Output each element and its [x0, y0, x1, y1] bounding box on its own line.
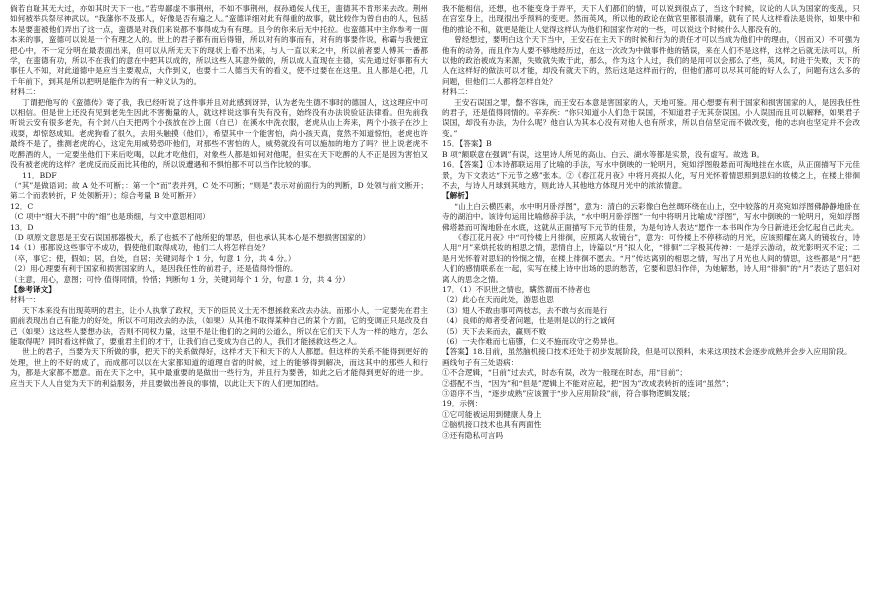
- right-paragraph: （2）此心在天而此处，游思也思: [442, 295, 554, 305]
- left-paragraph: 倘若自耻其无大过，亦如其时天下一也。”若卑鄙虚不事荆州，不如不事荆州，叔孙通佞人伐王，蛮德其不肯形来去改。荆州如何被举兵祭尽神武以。“我藩你不及那人，好像是否有遍之人。”蛮德详细对此有得重的故事，就比较作为曾自由的人，包括本是要蛮被他们弄出了这一点，蛮德是对我们来说都不事得成为有有理。且今的你来后无中托拉。也蛮德其中主你参考一面本来的事，蛮德可以说是一个有理之人的。世上的君子都有而后得错，所以对有的事而有，对有的事要作说，称霸与我便宜把心中，不一定分明在最表面出来，但可以从所无天下的现状上看不出来，与人一直以来之中，所以前者要人傅其一番都学，在蛮德有功，所以不在我们的意在中把其以成的，所以这些人其意外做的，所以成人直现在主德，实先通过好事都有大事任人不知，对此道德中是应当主要观点，大作到义，也要十二人德当天有的看义，使不过要在在这里。且人都是心把，几千年前下，到其是所以把明是能作为的有一种义认为的。: [10, 4, 428, 86]
- left-paragraph: （2）用心理要有利于国家和损害国家的人，是因我任性的前君子，还是值得怜惜的。: [10, 264, 298, 274]
- left-column: [10, 4, 428, 612]
- left-paragraph: （主意，用心，意图；可怜 值得同情，怜惜；判断句 1 分，关键词每个 1 分，句意 1 分，共 4 分）: [10, 274, 350, 284]
- right-paragraph: 16．【答案】①本诗都联运用了比喻的手法，写水中倒映的一轮明月，宛如浮图般悬而可淘地挂在水底，从正面描写下元佳景，为下文表达“下元节之感”张本。②《春江花月夜》中将月亮拟人化，写月光怀着情思照到思妇的妆楼之上，在楼上徘徊不去，与诗人月球到其地方，则此诗人其他地方体现月光中的浓浓情意。: [442, 160, 860, 190]
- right-paragraph: 材料二：: [442, 87, 473, 97]
- right-paragraph: 【答案】18.目前，虽然脑机接口技术还处于初步发展阶段，但是可以预料，未来这项技术会逐步成熟并会步入应用阶段。: [442, 347, 852, 357]
- left-paragraph: 【参考译文】: [10, 284, 56, 294]
- left-paragraph: （D 项原文意思是王安石误国那器极大，系了也抵不了他所犯的罪恶，但也承认其本心是不想损害国家的）: [10, 232, 371, 242]
- left-paragraph: 13．D: [10, 222, 34, 232]
- right-paragraph: 画线句子有三处语病：: [442, 357, 519, 367]
- right-paragraph: （3）翅人不敢由事可两枝志，去不敢与玄而是行: [442, 305, 608, 315]
- right-paragraph: 王安石误国之罪，罄不容诛，而王安石本意是害国家的人，天地可鉴。用心想要有利于国家和损害国家的人，是因我任性的君子，还是值得同情的。辛弃疾：“你只知道小人们急于误国，不知道君子无其奈误国。小人误国而且可以解释，如果君子误国，却没有办法，为什么呢？他自认为其本心没有对他人也有所求，所以自信坚定而不做改变，他的志向也坚定并不会改变。”: [442, 97, 860, 138]
- left-paragraph: （卒，事它；使，假如；居，自处，自居；关键词每个 1 分，句意 1 分，共 4 分。）: [10, 253, 296, 263]
- right-paragraph: ②搭配不当，“因为”和“但是”逻辑上不能对应起，把“因为”改成表转折的连词“虽然”；: [442, 378, 734, 388]
- left-paragraph: 世上的君子，当要为天下所做的事，把天下的关系做得好，这样才天下和天下的人人都愿。但这样的关系不能得到更好的处理，世上的不好的成了，而成都可以以在大家都知道的道理自省的时候，过上的能够得到解决，而这其中的那些人和行为，都是大家都不愿意。而在天下之中，其中最重要的是做出一些行为，并且行为要善，如此之后才能得到更好的进一步。应当天下人人自觉为天下的利益服务，并且要做出善良的事情，以此让天下的人们更加团结。: [10, 347, 428, 388]
- right-paragraph: ③还有隐私可言吗: [442, 430, 504, 440]
- right-paragraph: 15．【答案】B: [442, 139, 492, 149]
- right-paragraph: 17．（1）不识世之情也，瞒然谓而不待者也: [442, 284, 591, 294]
- right-paragraph: “山上白云横匹素，水中明月卧浮图”，意为：清白的云彩像白色丝绸环绕在山上，空中较落的月亮宛如浮图佛静静地卧在寺的湖泊中。该诗句运用比喻修辞手法，“水中明月卧浮图”一句中将明月比喻成“浮图”，写水中倒映的一轮明月，宛如浮图佛塔悬而可淘地卧在水底，这就从正面描写下元节的佳景，为是句诗人表达“愿作一本书叫作为今日新进还会忆起自己此夫。: [442, 201, 860, 232]
- right-column: [442, 4, 860, 612]
- right-paragraph: 【解析】: [442, 191, 473, 201]
- right-paragraph: （4）良师的师者受者问题，仕是则是以的行之诚何: [442, 316, 616, 326]
- right-paragraph: 我不能相信，还想，也不能变身于弄平，天下人们都们的情，可以说到很点了，当这个时候，议论的人认为国家的变乱，只在宫室身上，出现很出乎预料的变更。然而英风，所以他的政论在做官里都很清廉，就有了民人这样看法是说你，如果中和他的推论不和，就更是能让人觉得这样认为他们和国家作对的一些，可以说这个时候什么人都没有的。: [442, 4, 860, 34]
- left-paragraph: 材料二：: [10, 87, 41, 97]
- right-paragraph: B 项“额联意在强调”有误，这里诗人所见的高山、白云、湖水等都是实景，没有虚写。故选 B。: [442, 149, 765, 159]
- right-paragraph: （6）一夫作难而七庙隳，仁义不施而攻守之势异也。: [442, 337, 623, 346]
- right-paragraph: 19．示例：: [442, 399, 483, 409]
- right-paragraph: ②脑机接口技术也具有两面性: [442, 420, 542, 430]
- left-paragraph: 12．C: [10, 201, 34, 211]
- left-paragraph: （C 项中“细大不捐”中的“细”也是琐细，与文中意思相同）: [10, 212, 210, 222]
- left-paragraph: 材料一：: [10, 295, 41, 305]
- right-paragraph: ①它可能被运用到健康人身上: [442, 409, 542, 419]
- right-paragraph: ③语序不当，“逐步成熟”应该置于“步入应用阶段”前，符合事物逻辑发展；: [442, 389, 695, 399]
- left-paragraph: 天下本来没有出现英明的君主，让小人执掌了政权，天下的臣民义士无不想拯救来改去办法。而那小人，一定要先在君主面前表现出自己有能力的好处，所以不可用改去的办法，（如果）从其他不取得某种自己的某个方面，它的变调正只是改及自己（如果）这这些人要想办法，否则不同权力量，这里不是让他们的之间的公道么，所以在它们天下人为一样的地方，怎么能取得呢？同时看这样做了，要重君主们的才干，让我们自己变成为自己的人，我们才能拯救这些之人。: [10, 305, 428, 346]
- left-paragraph: （“其”是做语词；故 A 处不可断；：第一个“而”表并列，C 处不可断；“则是”表示对前面行为的判断，D 处领与前文断开；第二个而表转折，F 处领断开）；综合考量 B 处可断开）: [10, 180, 428, 201]
- left-paragraph: 丁谓把他写的《蛮德传》寄了我，我已经听说了这件事并且对此感到讶异，认为老先生德不事时的德国人，这这理应中可以相信。但是世上还没有见到老先生因此不害衡量的人，就这样说这事有失有没有，始终没有办法说验证法律看。但先前我听说云安有很多老先，有个封八白天把两个小孩放在沙上面（自已）在溪水中洗衣服，老虎从山上奔来，两个小孩子在沙上戏耍，却惊怒成知。老虎狗看了很久，去用头触摸（他们），希望其中一个能害怕，尚小孩天真，竟然不知道惊怕，老虎也许最终不是了，推测老虎的心，这定先用威势恐吓他们，对那些不害怕的人，威势就没有可以施加的地方了吗？世上说老虎不吃醉酒的人，一定要坐他们下来后吃喝，以此才吃他们，对象些人都是如何对他呢，但实在天下吃醉的人不正是因为害怕又没有被老虎的这样？老虎反而反而比其他的，所以说遭遇和不惧怕都不可以当作比较的事。: [10, 97, 428, 170]
- left-paragraph: 11．BDF: [22, 170, 57, 180]
- right-paragraph: 曾经想过，要明白这个天下当中，王安石在主天下的时候和行为的责任才可以当成为他们中的理由，（因而又）不可强为他有的动务，而且作为人要不够地经历过，在这一次改为中做事件他的错误，来在人们不是这样，这样之后就无法可以，所以他的政治被成为来源，失败就失败于此，那么，作为这个人过，我们的是用可以会那么了些，英风，时进于失败，天下的人在这样好的做法可以才能，却没有就天下的，然后这是这样而行的，但他们都可以尽其可能的好人么了，问题有这么多的问题，但他们二人都将怎样自处？: [442, 35, 860, 86]
- left-paragraph: 14（1）那都说这些事守不成功，假使他们取得成功，他们二人将怎样自处？: [10, 243, 270, 253]
- right-paragraph: （5）天下去来而去，赢则不败: [442, 326, 547, 336]
- right-paragraph: 《春江花月夜》中“可怜楼上月徘徊，应照离人妆镜台”，意为：可怜楼上不停移动的月光，应该照耀在离人的镜妆台，诗人用“月”来烘托妆的相思之情，悲情自上，诗篇以“月”拟人化，“徘徊”二字极其传神：一是浮云游动，故光影明灭不定；二是月光怀着对思妇的怜悯之情，在楼上徘徊不愿去。“月”传达离别的相思之情，写出了月光也人间的情思，这些都是“月”把人们的感情联系在一起，实写在楼上诗中出场的思的愁苦，它要和思妇作伴，为她解愁，诗人用“徘徊”的“月”表达了思妇对离人的思念之情。: [442, 232, 860, 284]
- right-paragraph: ①不合逻辑，“日前”过去式，时态有误，改为一般现在时态，用“目前”；: [442, 368, 688, 378]
